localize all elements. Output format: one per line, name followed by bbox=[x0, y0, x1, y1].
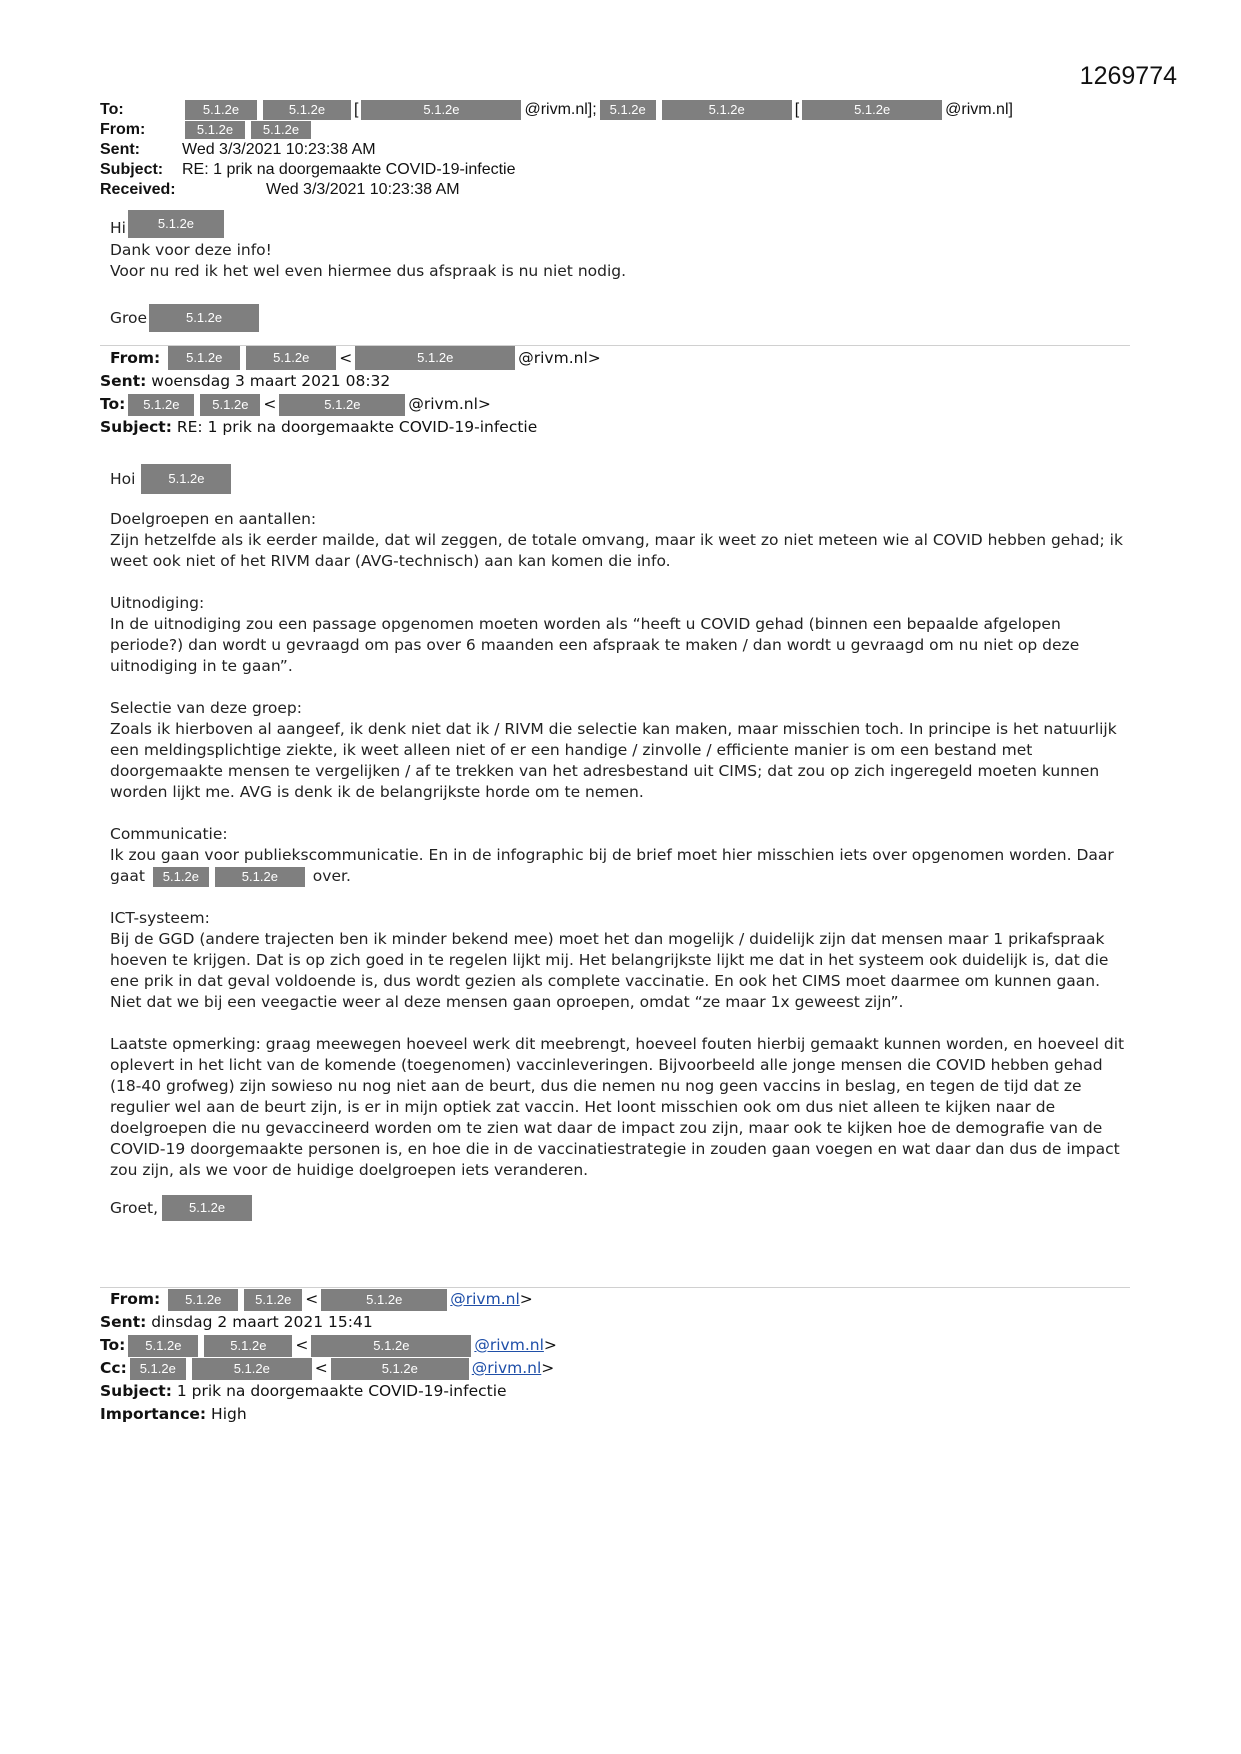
greeting: Hi bbox=[110, 218, 126, 237]
bracket: [ bbox=[794, 101, 800, 118]
redaction: 5.1.2e bbox=[244, 1289, 302, 1311]
gt: > bbox=[519, 1290, 533, 1308]
email-link[interactable]: @rivm.nl bbox=[450, 1290, 520, 1308]
subject-value: RE: 1 prik na doorgemaakte COVID-19-infectie bbox=[182, 161, 516, 178]
redaction: 5.1.2e bbox=[662, 100, 792, 120]
subject-row bbox=[100, 160, 1013, 180]
section-title: Selectie van deze groep: bbox=[110, 699, 302, 717]
section-text: Laatste opmerking: graag meewegen hoeveel werk dit meebrengt, hoeveel fouten hierbij gemaakt kunnen worden, en hoeveel dit oplevert in het licht van de komende (toegenomen) vaccinleveringen. Bijvoorbeeld alle jonge mensen die COVID hebben gehad (18-40 grofweg) zijn sowieso nu nog niet aan de beurt, dus die nemen nu nog geen vaccins in beslag, en tegen de tijd dat ze regulier wel aan de beurt zijn, is er in mijn optiek zat vaccin. Het loont misschien ook om dus niet alleen te kijken naar de doelgroepen die nu gevaccineerd worden om te zien wat daar de impact zou zijn, maar ook te kijken hoe de demografie van de COVID-19 doorgemaakte personen is, en hoe die in de vaccinatiestrategie in zouden gaan voegen en wat daar dan dus de impact zou zijn, als we voor de huidige doelgroepen iets veranderen. bbox=[110, 1035, 1125, 1179]
subject-value: 1 prik na doorgemaakte COVID-19-infectie bbox=[176, 1382, 507, 1400]
section-text: Zoals ik hierboven al aangeef, ik denk niet dat ik / RIVM die selectie kan maken, maar misschien toch. In principe is het natuurlijk een meldingsplichtige ziekte, ik weet alleen niet of er een handige / zinvolle / efficiente manier is om een bestand met doorgemaakte mensen te vergelijken / af te trekken van het adresbestand uit CIMS; dat zou op zich ingeregeld moeten kunnen worden lijkt me. AVG is denk ik de belangrijkste horde om te nemen. bbox=[110, 720, 1117, 801]
subject-label: Subject: bbox=[100, 1382, 172, 1400]
redaction: 5.1.2e bbox=[204, 1335, 292, 1357]
closing: Groe bbox=[110, 308, 148, 327]
section-title: Communicatie: bbox=[110, 825, 228, 843]
to-label: To: bbox=[100, 395, 126, 413]
redaction: 5.1.2e bbox=[128, 210, 224, 238]
to-label: To: bbox=[100, 1336, 126, 1354]
to-row bbox=[100, 100, 1013, 120]
greeting: Hoi bbox=[110, 469, 136, 488]
to-domain: @rivm.nl] bbox=[945, 101, 1013, 118]
redaction: 5.1.2e bbox=[802, 100, 942, 120]
message-line: Dank voor deze info! bbox=[110, 241, 272, 259]
sent-value: dinsdag 2 maart 2021 15:41 bbox=[151, 1313, 373, 1331]
from-domain: @rivm.nl> bbox=[518, 348, 601, 367]
redaction: 5.1.2e bbox=[192, 1358, 312, 1380]
received-row bbox=[100, 180, 1013, 200]
section-text-part: Ik zou gaan voor publiekscommunicatie. En in de infographic bij de brief moet hier misschien iets over opgenomen worden. Daar gaat bbox=[110, 846, 1114, 885]
lt: < bbox=[314, 1359, 328, 1377]
email-link[interactable]: @rivm.nl bbox=[471, 1359, 542, 1377]
redaction: 5.1.2e bbox=[128, 1335, 198, 1357]
redaction: 5.1.2e bbox=[215, 867, 305, 887]
section-title: ICT-systeem: bbox=[110, 909, 210, 927]
from-row bbox=[100, 120, 1013, 140]
redaction: 5.1.2e bbox=[311, 1335, 471, 1357]
reply-header-2 bbox=[100, 1288, 557, 1426]
sent-label: Sent: bbox=[100, 1313, 147, 1331]
document-id: 1269774 bbox=[1079, 62, 1177, 90]
redaction: 5.1.2e bbox=[279, 394, 405, 416]
section-title: Uitnodiging: bbox=[110, 594, 205, 612]
redaction: 5.1.2e bbox=[128, 394, 194, 416]
subject-value: RE: 1 prik na doorgemaakte COVID-19-infectie bbox=[176, 418, 538, 436]
redaction: 5.1.2e bbox=[168, 346, 240, 370]
sent-label: Sent: bbox=[100, 141, 140, 158]
from-label: From: bbox=[110, 1290, 161, 1308]
closing: Groet, bbox=[110, 1198, 159, 1217]
lt: < bbox=[305, 1290, 319, 1308]
message-1 bbox=[110, 216, 1130, 332]
from-label: From: bbox=[100, 121, 146, 138]
to-value bbox=[182, 100, 1013, 120]
redaction: 5.1.2e bbox=[162, 1195, 252, 1221]
redaction: 5.1.2e bbox=[361, 100, 521, 120]
email-link[interactable]: @rivm.nl bbox=[474, 1336, 544, 1354]
redaction: 5.1.2e bbox=[321, 1289, 447, 1311]
redaction: 5.1.2e bbox=[168, 1289, 238, 1311]
redaction: 5.1.2e bbox=[185, 100, 257, 120]
lt: < bbox=[295, 1336, 309, 1354]
to-label: To: bbox=[100, 101, 124, 118]
from-label: From: bbox=[110, 348, 161, 367]
message-line: Voor nu red ik het wel even hiermee dus afspraak is nu niet nodig. bbox=[110, 262, 627, 280]
cc-label: Cc: bbox=[100, 1359, 127, 1377]
sent-value: Wed 3/3/2021 10:23:38 AM bbox=[182, 141, 376, 158]
redaction: 5.1.2e bbox=[263, 100, 351, 120]
gt: > bbox=[543, 1336, 557, 1354]
redaction: 5.1.2e bbox=[246, 346, 336, 370]
section-text-part: over. bbox=[312, 867, 351, 885]
redaction: 5.1.2e bbox=[331, 1358, 469, 1380]
top-email-header bbox=[100, 100, 1013, 200]
section-text: Bij de GGD (andere trajecten ben ik minder bekend mee) moet het dan mogelijk / duidelijk zijn dat mensen maar 1 prikafspraak hoeven te krijgen. Dat is op zich goed in te regelen lijkt mij. Het belangrijkste lijkt me dat in het systeem ook duidelijk is, dat die ene prik in dat geval voldoende is, dus wordt gezien als complete vaccinatie. En ook het CIMS moet daarmee om kunnen gaan. Niet dat we bij een veegactie weer al deze mensen gaan oproepen, omdat “ze maar 1x geweest zijn”. bbox=[110, 930, 1109, 1011]
received-value: Wed 3/3/2021 10:23:38 AM bbox=[266, 181, 460, 198]
lt: < bbox=[263, 395, 277, 413]
to-domain: @rivm.nl> bbox=[408, 395, 491, 413]
redaction: 5.1.2e bbox=[130, 1358, 186, 1380]
sent-label: Sent: bbox=[100, 372, 147, 390]
sent-value: woensdag 3 maart 2021 08:32 bbox=[151, 372, 391, 390]
from-value bbox=[182, 121, 314, 139]
message-2 bbox=[110, 463, 1130, 1221]
section-text: In de uitnodiging zou een passage opgenomen moeten worden als “heeft u COVID gehad (binnen een bepaalde afgelopen periode?) dan wordt u gevraagd om pas over 6 maanden een afspraak te maken / dan wordt u gevraagd om nu niet op deze uitnodiging in te gaan”. bbox=[110, 615, 1080, 675]
section-title: Doelgroepen en aantallen: bbox=[110, 510, 317, 528]
bracket: [ bbox=[354, 101, 359, 118]
redaction: 5.1.2e bbox=[600, 100, 656, 120]
lt: < bbox=[339, 348, 353, 367]
redaction: 5.1.2e bbox=[200, 394, 260, 416]
importance-label: Importance: bbox=[100, 1405, 207, 1423]
subject-label: Subject: bbox=[100, 418, 172, 436]
to-domain: @rivm.nl]; bbox=[524, 101, 597, 118]
redaction: 5.1.2e bbox=[251, 121, 311, 139]
redaction: 5.1.2e bbox=[141, 464, 231, 494]
redaction: 5.1.2e bbox=[149, 304, 259, 332]
section-text: Zijn hetzelfde als ik eerder mailde, dat wil zeggen, de totale omvang, maar ik weet zo niet meteen wie al COVID hebben gehad; ik weet ook niet of het RIVM daar (AVG-technisch) aan kan komen die info. bbox=[110, 531, 1123, 570]
sent-row bbox=[100, 140, 1013, 160]
section-text bbox=[110, 845, 1130, 887]
redaction: 5.1.2e bbox=[355, 346, 515, 370]
gt: > bbox=[541, 1359, 555, 1377]
subject-label: Subject: bbox=[100, 161, 164, 178]
received-label: Received: bbox=[100, 181, 176, 198]
reply-header-1 bbox=[100, 346, 601, 439]
redaction: 5.1.2e bbox=[153, 867, 209, 887]
importance-value: High bbox=[211, 1405, 247, 1423]
redaction: 5.1.2e bbox=[185, 121, 245, 139]
